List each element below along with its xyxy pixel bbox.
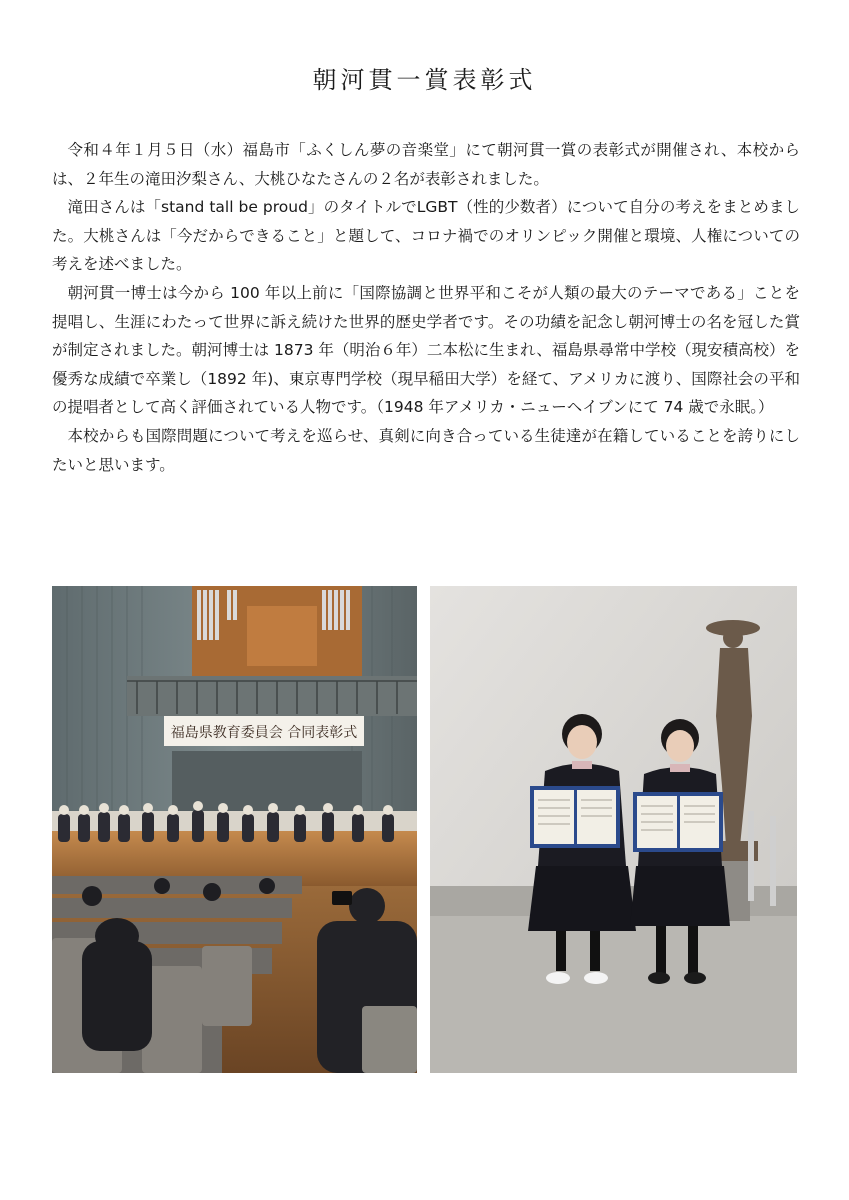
paragraph-4: 本校からも国際問題について考えを巡らせ、真剣に向き合っている生徒達が在籍していることを誇りにしたいと思います。 — [52, 426, 800, 474]
paragraph-2: 滝田さんは「stand tall be proud」のタイトルでLGBT（性的少数者）について自分の考えをまとめました。大桃さんは「今だからできること」と題して、コロナ禍でのオリンピック開催と環境、人権についての考えを述べました。 — [52, 198, 800, 274]
article-body — [52, 136, 800, 479]
paragraph-3: 朝河貫一博士は今から 100 年以上前に「国際協調と世界平和こそが人類の最大のテーマである」ことを 提唱し、生涯にわたって世界に訴え続けた世界的歴史学者です。その功績を記念し朝河博士の名を冠した賞が制定されました。朝河博士は 1873 年（明治６年）二本松に生まれ、福島県尋常中学校（現安積高校）を優秀な成績で卒業し（1892 年)、東京専門学校（現早稲田大学）を経て、アメリカに渡り、国際社会の平和の提唱者として高く評価されている人物です。（1948 年アメリカ・ニューヘイブンにて 74 歳で永眠。） — [52, 283, 800, 417]
ceremony-hall-photo — [52, 586, 417, 1073]
page-title: 朝河貫一賞表彰式 — [312, 66, 537, 94]
ceremony-banner-text: 福島県教育委員会 合同表彰式 — [170, 725, 358, 741]
award-students-photo — [430, 586, 797, 1073]
paragraph-1: 令和４年１月５日（水）福島市「ふくしん夢の音楽堂」にて朝河貫一賞の表彰式が開催され、本校からは、２年生の滝田汐梨さん、大桃ひなたさんの２名が表彰されました。 — [52, 141, 800, 188]
